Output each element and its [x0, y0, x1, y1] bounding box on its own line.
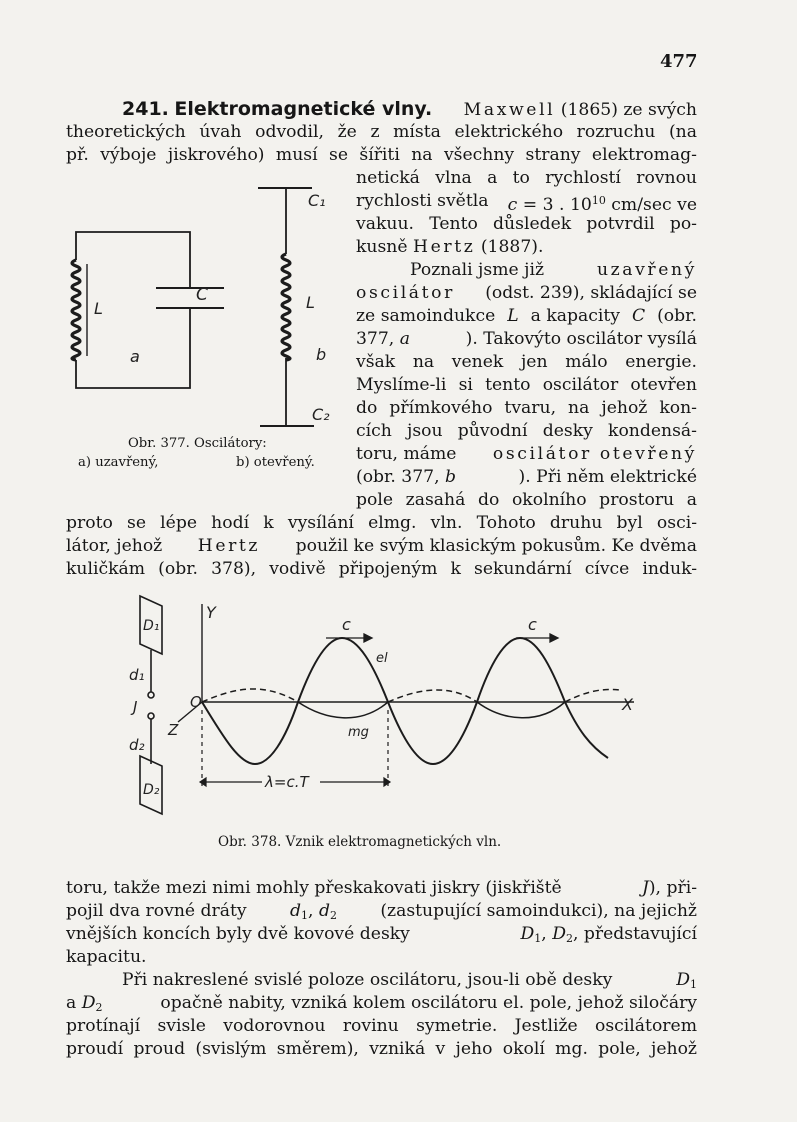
text-line: a $D_2$ opačně nabity, vzniká kolem oscilátoru el. pole, jehož siločáry [66, 993, 697, 1014]
label-mg: mg [348, 725, 369, 740]
label-d2: d₂ [129, 736, 145, 754]
section-lead-text: (1865) ze svých [560, 100, 697, 120]
author-maxwell: Maxwell [463, 100, 556, 120]
text-line: látor, jehož Hertz použil ke svým klasickým pokusům. Ke dvěma [66, 536, 697, 556]
label-C2: C₂ [312, 405, 330, 424]
text-line: př. výboje jiskrového) musí se šířiti na všechny strany elektromag- [66, 145, 697, 165]
fig377-caption-title: Obr. 377. Oscilátory: [128, 436, 267, 451]
section-title: Elektromagnetické vlny. [174, 98, 433, 120]
author-hertz: Hertz [197, 536, 261, 556]
label-b: b [316, 345, 327, 364]
label-C: C [196, 285, 208, 305]
electric-field-wave [202, 638, 608, 764]
page-number: 477 [660, 51, 698, 72]
fig377-caption-a: a) uzavřený, [78, 455, 159, 470]
figure-378 [120, 590, 640, 830]
label-Z: Z [168, 721, 179, 739]
text-line: vnějších koncích byly dvě kovové desky $D_1$, $D_2$, představující [66, 924, 697, 945]
magnetic-field-wave-solid [298, 702, 565, 718]
label-Y: Y [206, 603, 216, 622]
text-line: pole zasahá do okolního prostoru a [356, 490, 697, 510]
label-d1: d₁ [129, 666, 145, 684]
text-line: však na venek jen málo energie. [356, 352, 697, 372]
text-line: Poznali jsme již uzavřený [410, 260, 697, 280]
text-line: oscilátor (odst. 239), skládající se [356, 283, 697, 303]
label-a: a [130, 347, 140, 366]
text-line: toru, máme oscilátor otevřený [356, 444, 697, 464]
text-line: Při nakreslené svislé poloze oscilátoru, jsou-li obě desky $D_1$ [122, 970, 697, 991]
text-line: kuličkám (obr. 378), vodivě připojeným k sekundární cívce induk- [66, 559, 697, 579]
text-line: proto se lépe hodí k vysílání elmg. vln. Tohoto druhu byl osci- [66, 513, 697, 533]
text-line: 377, a ). Takovýto oscilátor vysílá [356, 329, 697, 349]
label-C1: C₁ [308, 191, 326, 210]
text-line: kusně Hertz (1887). [356, 237, 544, 257]
author-hertz: Hertz [413, 237, 476, 257]
fig378-caption: Obr. 378. Vznik elektromagnetických vln. [218, 834, 502, 850]
text-line: pojil dva rovné dráty $d_1$, $d_2$ (zastupující samoindukci), na jejichž [66, 901, 697, 922]
figure-377 [60, 176, 350, 434]
section-number: 241. [122, 98, 169, 120]
text-line: (obr. 377, b ). Při něm elektrické [356, 467, 697, 487]
label-D1: D₁ [143, 618, 160, 634]
text-line: proudí proud (svislým směrem), vzniká v jeho okolí mg. pole, jehož [66, 1039, 697, 1059]
label-X: X [622, 695, 633, 714]
label-lambda: λ=c.T [265, 773, 309, 791]
section-heading-line [122, 99, 697, 120]
text-line: Myslíme-li si tento oscilátor otevřen [356, 375, 697, 395]
label-O: O [190, 693, 202, 711]
text-line: vakuu. Tento důsledek potvrdil po- [356, 214, 697, 234]
text-line: theoretických úvah odvodil, že z místa elektrického rozruchu (na [66, 122, 697, 142]
magnetic-field-wave [202, 689, 620, 702]
label-D2: D₂ [143, 782, 160, 798]
text-line: toru, takže mezi nimi mohly přeskakovati jiskry (jiskřiště J), při- [66, 878, 697, 898]
fig377-caption-b: b) otevřený. [236, 455, 315, 470]
label-L: L [94, 299, 103, 318]
label-c-2: c [528, 615, 537, 634]
text-line: protínají svisle vodorovnou rovinu symetrie. Jestliže oscilátorem [66, 1016, 697, 1036]
text-line: cích jsou původní desky kondensá- [356, 421, 697, 441]
text-line: netická vlna a to rychlostí rovnou [356, 168, 697, 188]
text-line: rychlosti světla c = 3 . $10^{10}$ cm/sec ve [356, 191, 697, 215]
text-line: kapacitu. [66, 947, 147, 967]
text-line: do přímkového tvaru, na jehož kon- [356, 398, 697, 418]
propagation-arrow [326, 634, 558, 642]
label-c-1: c [342, 615, 351, 634]
text-line: ze samoindukce L a kapacity C (obr. [356, 306, 697, 326]
label-el: el [376, 651, 388, 666]
label-L-open: L [306, 293, 315, 312]
label-J: J [133, 698, 138, 716]
